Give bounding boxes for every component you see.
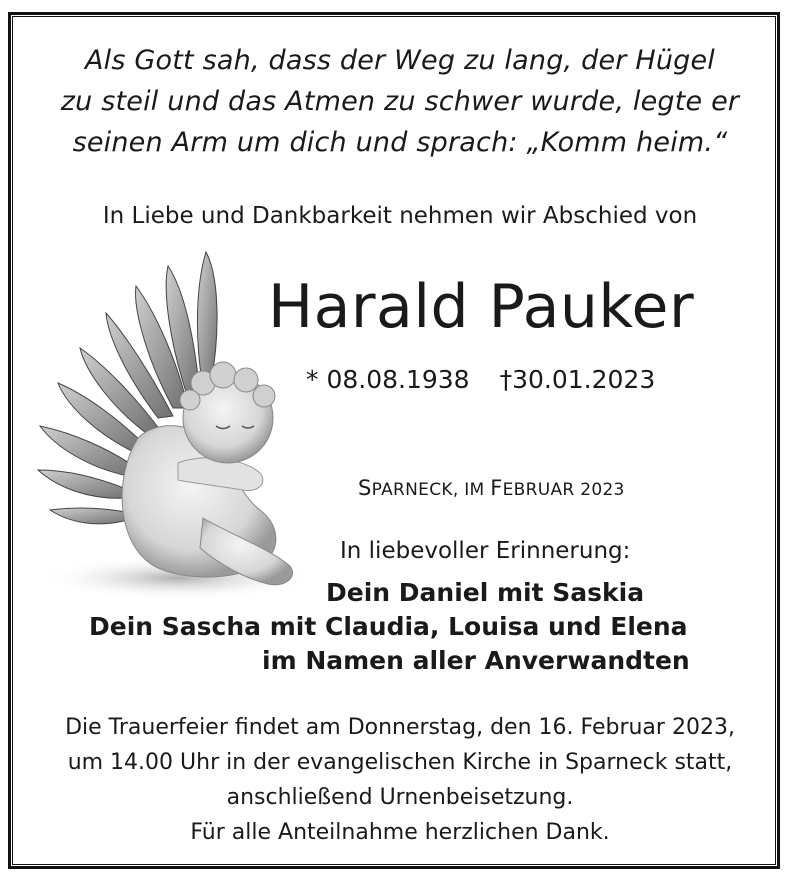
signature-line: Dein Daniel mit Saskia (326, 578, 645, 607)
memory-heading: In liebevoller Erinnerung: (340, 538, 631, 564)
birth-date: * 08.08.1938 (306, 365, 470, 394)
place-initial: S (358, 476, 372, 500)
footer-line: anschließend Urnenbeisetzung. (226, 785, 574, 810)
month-rest: EBRUAR 2023 (502, 480, 625, 500)
quote-line: zu steil und das Atmen zu schwer wurde, legte er (60, 86, 740, 117)
deceased-name: Harald Pauker (268, 272, 695, 342)
footer-line: um 14.00 Uhr in der evangelischen Kirche in Sparneck statt, (67, 750, 733, 775)
footer-line: Für alle Anteilnahme herzlichen Dank. (190, 820, 610, 845)
opening-quote (0, 40, 800, 163)
signature-line: im Namen aller Anverwandten (262, 646, 690, 675)
intro-text: In Liebe und Dankbarkeit nehmen wir Abschied von (102, 203, 698, 229)
death-date: †30.01.2023 (499, 365, 656, 394)
place-and-date (358, 476, 625, 500)
place-rest: PARNECK, IM (371, 480, 491, 500)
signature-line: Dein Sascha mit Claudia, Louisa und Elena (89, 612, 688, 641)
month-initial: F (490, 476, 503, 500)
quote-line: seinen Arm um dich und sprach: „Komm heim.“ (72, 127, 728, 158)
footer-line: Die Trauerfeier findet am Donnerstag, den 16. Februar 2023, (65, 715, 735, 740)
quote-line: Als Gott sah, dass der Weg zu lang, der Hügel (85, 45, 715, 76)
funeral-info (0, 710, 800, 850)
life-dates (306, 365, 655, 394)
